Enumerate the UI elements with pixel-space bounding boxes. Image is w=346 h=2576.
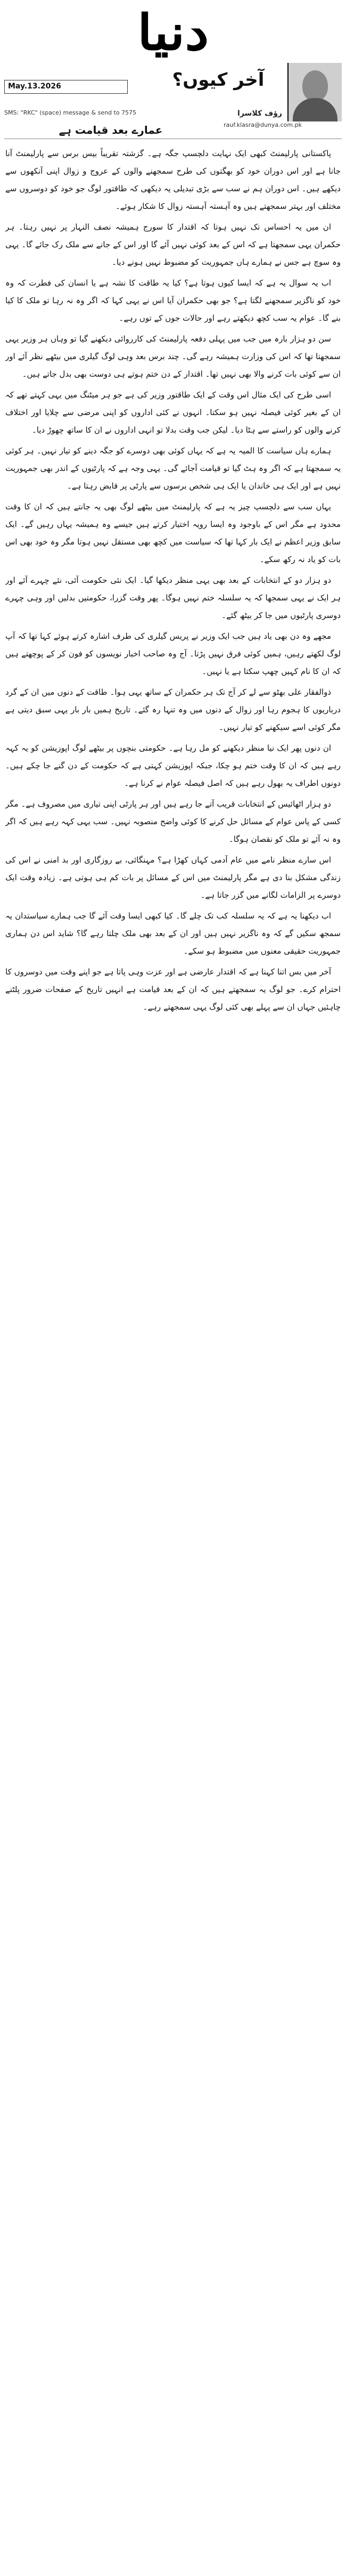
date-box (4, 80, 128, 94)
author-photo-head (302, 70, 328, 101)
sms-instructions: SMS: "RKC" (space) message & send to 7575 (4, 109, 137, 116)
article-headline: عمارے بعد قیامت ہے (59, 124, 163, 136)
article-paragraph: پاکستانی پارلیمنٹ کبھی ایک نہایت دلچسپ جگہ ہے۔ گزشتہ تقریباً بیس برس سے پارلیمنٹ آنا جانا ہے اور اس دوران خود کو بھگتوں کی طرح سمجھنے والوں کے عروج و زوال اپنی آنکھوں سے دیکھے ہیں۔ اس دوران ہم نے سب سے بڑی تبدیلی یہ دیکھی کہ طاقتور لوگ جو خود کو دوسروں سے مختلف اور بہتر سمجھتے ہیں وہ آہستہ آہستہ زوال کا شکار ہوئے۔ (5, 149, 341, 211)
article-paragraph: اس سارے منظر نامے میں عام آدمی کہاں کھڑا ہے؟ مہنگائی، بے روزگاری اور بد امنی نے اس کی زندگی مشکل بنا دی ہے مگر پارلیمنٹ میں اس کے مسائل پر بات کم ہی ہوتی ہے۔ زیادہ وقت ایک دوسرے پر الزامات لگانے میں گزر جاتا ہے۔ (5, 855, 341, 900)
article-paragraph: ہمارے ہاں سیاست کا المیہ یہ ہے کہ یہاں کوئی بھی دوسرے کو جگہ دینے کو تیار نہیں۔ ہر کوئی یہ سمجھتا ہے کہ اگر وہ ہٹ گیا تو قیامت آجائے گی۔ یہی وجہ ہے کہ پارٹیوں کے اندر بھی جمہوریت نہیں ہے اور ایک ہی خاندان یا ایک ہی شخص برسوں سے پارٹی پر قابض رہتا ہے۔ (5, 446, 341, 491)
article-paragraph: آخر میں بس اتنا کہنا ہے کہ اقتدار عارضی ہے اور عزت وہی پاتا ہے جو اپنے وقت میں دوسروں کا احترام کرے۔ جو لوگ یہ سمجھتے ہیں کہ ان کے بعد قیامت ہے انہیں تاریخ کے صفحات ضرور پلٹنے چاہئیں جہاں ان سے پہلے بھی کئی لوگ یہی سمجھتے رہے۔ (5, 967, 341, 1012)
article-paragraph: ذوالفقار علی بھٹو سے لے کر آج تک ہر حکمران کے ساتھ یہی ہوا۔ طاقت کے دنوں میں ان کے گرد درباریوں کا ہجوم رہا اور زوال کے دنوں میں وہ تنہا رہ گئے۔ تاریخ ہمیں بار بار یہی سبق دیتی ہے مگر کوئی اسے سیکھنے کو تیار نہیں۔ (5, 687, 341, 732)
column-title: آخر کیوں؟ (172, 69, 265, 91)
article-paragraph: اب یہ سوال یہ ہے کہ ایسا کیوں ہوتا ہے؟ کیا یہ طاقت کا نشہ ہے یا انسان کی فطرت کہ وہ خود کو ناگزیر سمجھنے لگتا ہے؟ جو بھی حکمران آیا اس نے یہی کہا کہ اگر وہ نہ رہا تو ملک کا کیا بنے گا۔ عوام یہ سب کچھ دیکھتے رہے اور حالات جوں کے توں رہے۔ (5, 278, 341, 323)
column-header (0, 0, 346, 136)
article-paragraph: ان دنوں پھر ایک نیا منظر دیکھنے کو مل رہا ہے۔ حکومتی بنچوں پر بیٹھے لوگ اپوزیشن کو یہ کہہ رہے ہیں کہ ان کا وقت ختم ہو چکا، جبکہ اپوزیشن کہتی ہے کہ حکومت کے دن گنے جا چکے ہیں۔ دونوں اطراف یہ بھول رہے ہیں کہ اصل فیصلہ عوام نے کرنا ہے۔ (5, 743, 341, 788)
article-paragraph: سن دو ہزار بارہ میں جب میں پہلی دفعہ پارلیمنٹ کی کارروائی دیکھنے گیا تو وہاں ہر وزیر یہی سمجھتا تھا کہ اس کی وزارت ہمیشہ رہے گی۔ چند برس بعد وہی لوگ گیلری میں بیٹھے نظر آئے اور ان سے کوئی بات کرنے والا بھی نہیں تھا۔ اقتدار کے دن ختم ہوتے ہی دوست بھی بدل جاتے ہیں۔ (5, 334, 341, 379)
article-paragraph: اب دیکھنا یہ ہے کہ یہ سلسلہ کب تک چلے گا۔ کیا کبھی ایسا وقت آئے گا جب ہمارے سیاستدان یہ سمجھ سکیں گے کہ وہ ناگزیر نہیں ہیں اور ان کے بعد بھی ملک چلتا رہے گا؟ شاید اس دن ہماری جمہوریت حقیقی معنوں میں مضبوط ہو سکے۔ (5, 911, 341, 956)
author-name: رؤف کلاسرا (237, 109, 282, 118)
article-paragraph: مجھے وہ دن بھی یاد ہیں جب ایک وزیر نے پریس گیلری کی طرف اشارہ کرتے ہوئے کہا تھا کہ آپ لوگ لکھتے رہیں، ہمیں کوئی فرق نہیں پڑتا۔ آج وہ صاحب اخبار نویسوں کو فون کر کے پوچھتے ہیں کہ ان کا نام کہیں چھپ سکتا ہے یا نہیں۔ (5, 631, 341, 676)
author-photo-shoulders (293, 98, 337, 121)
author-email[interactable]: rauf.klasra@dunya.com.pk (224, 121, 302, 128)
article-body (5, 145, 341, 2569)
article-paragraph: یہاں سب سے دلچسپ چیز یہ ہے کہ پارلیمنٹ میں بیٹھے لوگ بھی یہ جانتے ہیں کہ ان کا وقت محدود ہے مگر اس کے باوجود وہ ایسا رویہ اختیار کرتے ہیں جیسے وہ ہمیشہ یہاں رہیں گے۔ ایک سابق وزیر اعظم نے ایک بار کہا تھا کہ سیاست میں کچھ بھی مستقل نہیں ہوتا مگر وہ خود بھی اس بات کو یاد نہ رکھ سکے۔ (5, 502, 341, 564)
logo-text: دنیا (137, 4, 209, 61)
article-paragraph: دو ہزار اٹھائیس کے انتخابات قریب آتے جا رہے ہیں اور ہر پارٹی اپنی تیاری میں مصروف ہے۔ مگر کسی کے پاس عوام کے مسائل حل کرنے کا کوئی واضح منصوبہ نہیں۔ سب یہی کہہ رہے ہیں کہ اگر وہ نہ آئے تو ملک کو نقصان ہوگا۔ (5, 799, 341, 844)
author-photo (287, 63, 342, 121)
article-paragraph: دو ہزار دو کے انتخابات کے بعد بھی یہی منظر دیکھا گیا۔ ایک نئی حکومت آئی، نئے چہرے آئے اور ہر ایک نے یہی سمجھا کہ یہ سلسلہ ختم نہیں ہوگا۔ پھر وقت گزرا، حکومتیں بدلیں اور وہی چہرے دوسری پارٹیوں میں جا کر بیٹھ گئے۔ (5, 575, 341, 620)
newspaper-logo (133, 3, 213, 62)
article-paragraph: اسی طرح کی ایک مثال اس وقت کے ایک طاقتور وزیر کی ہے جو ہر میٹنگ میں یہی کہتے تھے کہ ان کے بغیر کوئی فیصلہ نہیں ہو سکتا۔ انہوں نے کئی اداروں کو اپنی مرضی سے چلایا اور اختلاف کرنے والوں کو راستے سے ہٹا دیا۔ لیکن جب وقت بدلا تو انہی اداروں نے ان کا ساتھ چھوڑ دیا۔ (5, 390, 341, 435)
article-paragraph: ان میں یہ احساس تک نہیں ہوتا کہ اقتدار کا سورج ہمیشہ نصف النہار پر نہیں رہتا۔ ہر حکمران یہی سمجھتا ہے کہ اس کے بعد کوئی نہیں آئے گا اور اس کے جانے سے ملک رک جائے گا۔ یہی وہ سوچ ہے جس نے ہمارے ہاں جمہوریت کو مضبوط نہیں ہونے دیا۔ (5, 222, 341, 267)
publish-date: May.13.2026 (8, 82, 61, 91)
